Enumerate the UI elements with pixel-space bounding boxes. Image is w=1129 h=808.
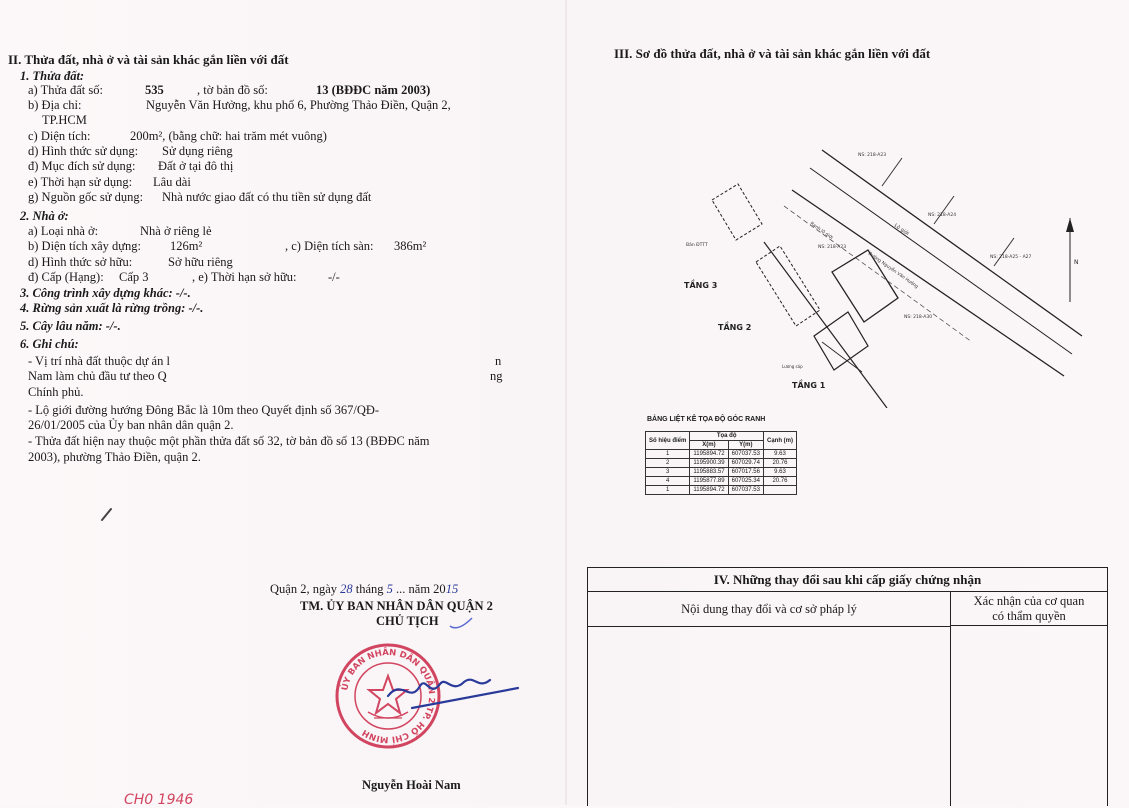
sign-place-date — [270, 582, 458, 597]
coord-table-title: BẢNG LIỆT KÊ TỌA ĐỘ GÓC RANH — [647, 416, 766, 423]
coord-header-point: Số hiệu điểm — [646, 432, 690, 450]
changes-table — [587, 567, 1108, 806]
pen-mark — [100, 506, 114, 522]
section-iii-heading: III. Sơ đồ thửa đất, nhà ở và tài sản khác gắn liền với đất — [614, 46, 931, 61]
house-type: Nhà ở riêng lẻ — [140, 224, 212, 238]
land-area: 200m², (bằng chữ: hai trăm mét vuông) — [130, 129, 327, 143]
table-row: 1 1195894.72 607037.53 — [646, 486, 797, 495]
land-number: 535 — [145, 83, 164, 97]
changes-col-confirm-line2: có thẩm quyền — [992, 609, 1066, 623]
sign-place-label: Quận 2, ngày — [270, 582, 337, 596]
note-line-2: Nam làm chủ đầu tư theo Q — [28, 369, 167, 383]
land-g-label: g) Nguồn gốc sử dụng: — [28, 190, 144, 204]
section-ii-heading: II. Thửa đất, nhà ở và tài sản khác gắn liền với đất — [8, 52, 289, 67]
svg-text:Lương sáp: Lương sáp — [782, 364, 803, 369]
signer-name: Nguyễn Hoài Nam — [362, 778, 461, 792]
land-address: Nguyễn Văn Hưởng, khu phố 6, Phường Thảo Điền, Quận 2, — [146, 98, 451, 112]
sign-year-label: ... năm 20 — [396, 582, 446, 596]
land-c-label: c) Diện tích: — [28, 129, 91, 143]
svg-text:NS: 218-A23: NS: 218-A23 — [858, 153, 887, 158]
land-origin: Nhà nước giao đất có thu tiền sử dụng đất — [162, 190, 372, 204]
note-line-7: 2003), phường Thảo Điền, quận 2. — [28, 450, 201, 464]
land-a-label: a) Thửa đất số: — [28, 83, 103, 97]
house-a-label: a) Loại nhà ở: — [28, 224, 99, 238]
table-row: 4 1195877.89 607025.34 20.76 — [646, 477, 797, 486]
page-fold — [565, 0, 567, 805]
label-floor-1: TẦNG 1 — [792, 381, 826, 390]
note-line-1-tail: n — [495, 354, 502, 368]
house-e-label: , e) Thời hạn sở hữu: — [192, 270, 297, 284]
land-address-city: TP.HCM — [42, 113, 87, 127]
svg-text:Ranh lộ giới: Ranh lộ giới — [808, 221, 834, 241]
svg-text:NS: 218-A25 - A27: NS: 218-A25 - A27 — [990, 255, 1032, 260]
house-build-area: 126m² — [170, 239, 203, 253]
land-term: Lâu dài — [153, 175, 191, 189]
coord-header-edge: Cạnh (m) — [763, 432, 796, 450]
svg-text:Lộ giới: Lộ giới — [892, 222, 910, 238]
house-c-label: , c) Diện tích sàn: — [285, 239, 374, 253]
note-line-2-tail: ng — [490, 369, 503, 383]
item-3: 3. Công trình xây dựng khác: -/-. — [20, 286, 191, 300]
house-term: -/- — [328, 270, 340, 284]
table-row: 2 1195900.39 607029.74 20.76 — [646, 459, 797, 468]
coord-header-y: Y(m) — [728, 441, 763, 450]
land-purpose: Đất ở tại đô thị — [158, 159, 234, 173]
note-line-3: Chính phủ. — [28, 385, 84, 399]
seal-ring-text: ỦY BAN NHÂN DÂN QUẬN 2 TP. HỒ CHÍ MINH — [340, 647, 437, 745]
notes-title: 6. Ghi chú: — [20, 337, 79, 351]
note-line-5: 26/01/2005 của Ủy ban nhân dân quận 2. — [28, 418, 234, 432]
chairman-signature — [382, 668, 524, 716]
sign-org: TM. ỦY BAN NHÂN DÂN QUẬN 2 — [300, 599, 493, 613]
house-floor-area: 386m² — [394, 239, 427, 253]
svg-text:NS: 218-A24: NS: 218-A24 — [928, 213, 957, 218]
house-ownership: Sở hữu riêng — [168, 255, 233, 269]
changes-col-confirm — [951, 592, 1107, 626]
coord-header-x: X(m) — [690, 441, 728, 450]
sign-year: 15 — [445, 582, 459, 596]
land-map-label: , tờ bản đồ số: — [197, 83, 268, 97]
changes-title: IV. Những thay đổi sau khi cấp giấy chứng nhận — [588, 568, 1107, 592]
sign-day: 28 — [340, 582, 353, 596]
note-line-4: - Lộ giới đường hướng Đông Bắc là 10m theo Quyết định số 367/QĐ- — [28, 403, 380, 417]
land-b-label: b) Địa chỉ: — [28, 98, 82, 112]
house-grade: Cấp 3 — [119, 270, 149, 284]
house-b-label: b) Diện tích xây dựng: — [28, 239, 142, 253]
north-label: N — [1074, 259, 1079, 266]
coord-table — [645, 431, 797, 495]
note-line-1: - Vị trí nhà đất thuộc dự án l — [28, 354, 170, 368]
sign-month-label: tháng — [355, 582, 384, 596]
certificate-number-stamp: CH0 1946 — [124, 792, 194, 808]
svg-text:Bản ĐTTT: Bản ĐTTT — [686, 243, 708, 248]
item-4: 4. Rừng sản xuất là rừng trồng: -/-. — [20, 301, 204, 315]
land-title: 1. Thửa đất: — [20, 69, 85, 83]
land-dd-label: đ) Mục đích sử dụng: — [28, 159, 136, 173]
initial-mark — [448, 614, 474, 632]
item-5: 5. Cây lâu năm: -/-. — [20, 319, 121, 333]
land-plot-diagram — [672, 146, 1102, 408]
note-line-6: - Thửa đất hiện nay thuộc một phần thửa đất số 32, tờ bản đồ số 13 (BĐĐC năm — [28, 434, 430, 448]
sign-role: CHỦ TỊCH — [376, 614, 439, 628]
coord-header-coord: Tọa độ — [690, 432, 764, 441]
svg-text:NS: 218-A23: NS: 218-A23 — [818, 245, 847, 250]
svg-text:Đường Nguyễn Văn Hưởng: Đường Nguyễn Văn Hưởng — [866, 251, 919, 290]
changes-divider — [950, 626, 951, 806]
changes-col-confirm-line1: Xác nhận của cơ quan — [973, 594, 1085, 608]
table-row: 1 1195894.72 607037.53 9.63 — [646, 450, 797, 459]
table-row: 3 1195883.57 607017.56 9.63 — [646, 468, 797, 477]
land-d-label: d) Hình thức sử dụng: — [28, 144, 139, 158]
house-title: 2. Nhà ở: — [20, 209, 69, 223]
house-dd-label: đ) Cấp (Hạng): — [28, 270, 104, 284]
svg-text:NS: 218-A30: NS: 218-A30 — [904, 315, 933, 320]
label-floor-3: TẦNG 3 — [684, 281, 718, 290]
label-floor-2: TẦNG 2 — [718, 323, 752, 332]
sign-month: 5 — [386, 582, 393, 596]
land-e-label: e) Thời hạn sử dụng: — [28, 175, 133, 189]
changes-col-content: Nội dung thay đổi và cơ sở pháp lý — [588, 592, 951, 627]
land-use-form: Sử dụng riêng — [162, 144, 233, 158]
house-d-label: d) Hình thức sở hữu: — [28, 255, 133, 269]
land-map-number: 13 (BĐĐC năm 2003) — [316, 83, 431, 97]
